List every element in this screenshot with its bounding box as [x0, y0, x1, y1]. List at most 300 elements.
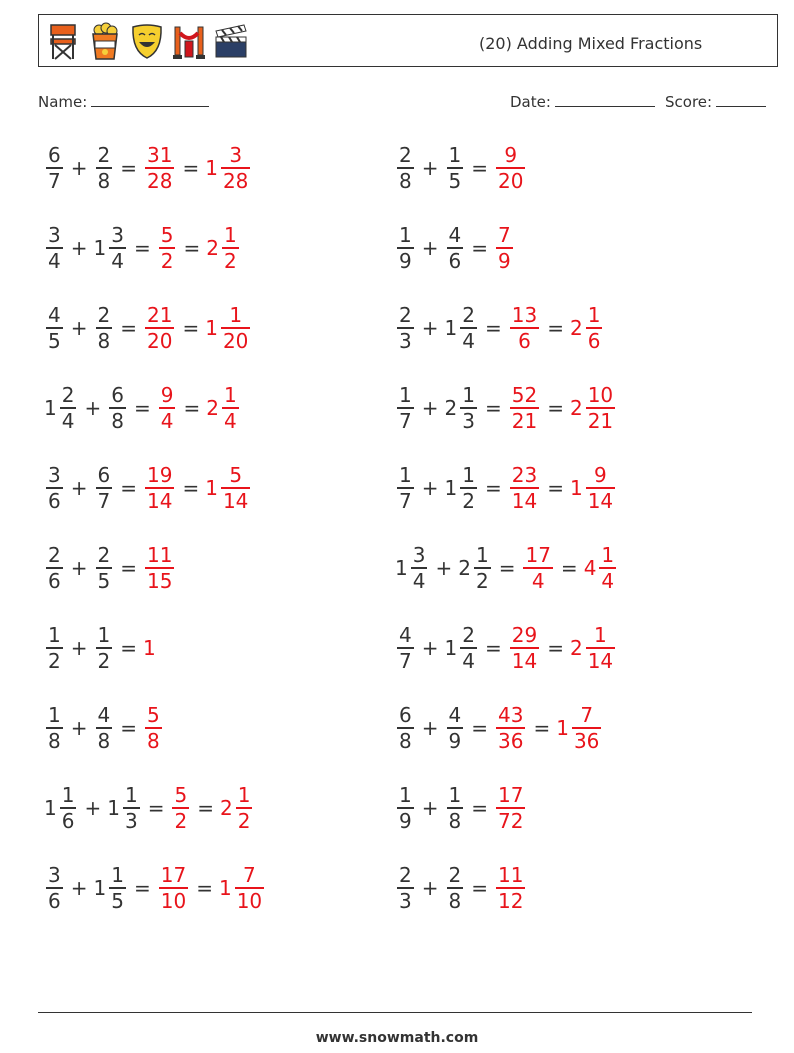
worksheet-header	[38, 14, 778, 67]
equals-sign: =	[547, 396, 564, 420]
problem-item	[395, 138, 527, 198]
equals-sign: =	[120, 316, 137, 340]
plus-sign: +	[70, 636, 88, 660]
theater-mask-icon	[129, 21, 165, 61]
whole-number: 2	[569, 636, 583, 660]
denominator: 7	[48, 168, 61, 193]
numerator: 4	[448, 703, 462, 728]
denominator: 14	[587, 648, 614, 673]
whole-number: 1	[205, 476, 218, 500]
equals-sign: =	[197, 796, 214, 820]
denominator: 6	[61, 808, 75, 833]
denominator: 21	[511, 408, 538, 433]
numerator: 1	[399, 383, 412, 408]
whole-number: 1	[444, 636, 458, 660]
equals-sign: =	[133, 876, 151, 900]
fraction	[46, 703, 63, 753]
numerator: 11	[147, 543, 173, 568]
equals-sign: =	[560, 556, 578, 580]
denominator: 6	[48, 568, 61, 593]
fraction	[460, 463, 477, 513]
denominator: 8	[399, 728, 412, 753]
numerator: 1	[462, 383, 475, 408]
numerator: 1	[61, 783, 75, 808]
numerator: 1	[448, 143, 462, 168]
numerator: 7	[243, 863, 256, 888]
footer-website: www.snowmath.com	[315, 1030, 479, 1046]
whole-number: 1	[569, 476, 583, 500]
denominator: 8	[399, 168, 412, 193]
answer	[508, 383, 541, 433]
answer	[570, 623, 617, 673]
fraction	[496, 863, 525, 913]
fraction	[599, 543, 616, 593]
equals-sign: =	[183, 236, 201, 260]
fraction	[235, 863, 264, 913]
equals-sign: =	[484, 316, 502, 340]
plus-sign: +	[421, 316, 439, 340]
denominator: 8	[111, 408, 124, 433]
fraction	[236, 783, 253, 833]
fraction	[145, 143, 174, 193]
answer	[494, 783, 527, 833]
fraction	[510, 383, 539, 433]
plus-sign: +	[421, 476, 439, 500]
equals-sign: =	[182, 156, 200, 180]
numerator: 4	[448, 223, 462, 248]
answer	[206, 383, 240, 433]
whole-number: 2	[458, 556, 471, 580]
numerator: 1	[475, 543, 489, 568]
answer	[205, 303, 252, 353]
denominator: 4	[48, 248, 61, 273]
whole-number: 1	[556, 716, 569, 740]
whole-number: 2	[569, 396, 583, 420]
equals-sign: =	[133, 396, 151, 420]
numerator: 9	[504, 143, 518, 168]
problem-item	[44, 458, 252, 518]
numerator: 21	[147, 303, 173, 328]
fraction	[397, 863, 414, 913]
equals-sign: =	[498, 556, 516, 580]
numerator: 10	[587, 383, 614, 408]
whole-number: 1	[44, 396, 57, 420]
denominator: 14	[222, 488, 249, 513]
fraction	[46, 463, 63, 513]
denominator: 2	[97, 648, 111, 673]
fraction	[447, 863, 464, 913]
fraction	[411, 543, 428, 593]
numerator: 17	[498, 783, 524, 808]
plus-sign: +	[421, 396, 439, 420]
problem-item	[395, 618, 617, 678]
answer	[494, 703, 527, 753]
equals-sign: =	[182, 316, 200, 340]
denominator: 4	[462, 648, 475, 673]
plus-sign: +	[70, 316, 88, 340]
numerator: 2	[462, 623, 475, 648]
problem-item	[44, 138, 252, 198]
answer	[570, 463, 617, 513]
fraction	[510, 463, 539, 513]
equals-sign: =	[547, 636, 564, 660]
fraction	[96, 303, 113, 353]
fraction	[496, 703, 525, 753]
fraction	[221, 463, 250, 513]
whole-number: 1	[93, 236, 107, 260]
denominator: 2	[174, 808, 188, 833]
numerator: 1	[399, 223, 412, 248]
denominator: 4	[601, 568, 615, 593]
fraction	[172, 783, 189, 833]
fraction	[145, 703, 162, 753]
equals-sign: =	[547, 476, 564, 500]
plus-sign: +	[421, 876, 439, 900]
problem-item	[395, 858, 527, 918]
name-field[interactable]	[38, 93, 209, 111]
denominator: 6	[518, 328, 531, 353]
fraction	[397, 463, 414, 513]
denominator: 15	[147, 568, 173, 593]
header-icons	[45, 21, 249, 61]
numerator: 5	[160, 223, 174, 248]
equals-sign: =	[196, 876, 213, 900]
denominator: 20	[147, 328, 173, 353]
numerator: 4	[399, 623, 412, 648]
whole-number: 2	[569, 316, 583, 340]
denominator: 7	[399, 408, 412, 433]
whole-number: 1	[107, 796, 120, 820]
numerator: 4	[48, 303, 61, 328]
whole-number: 2	[219, 796, 233, 820]
denominator: 28	[222, 168, 249, 193]
fraction	[397, 143, 414, 193]
denominator: 3	[399, 328, 412, 353]
denominator: 10	[160, 888, 187, 913]
problem-item	[44, 218, 241, 278]
fraction	[523, 543, 552, 593]
problem-item	[395, 218, 515, 278]
plus-sign: +	[70, 236, 88, 260]
numerator: 1	[237, 783, 251, 808]
fraction	[586, 303, 603, 353]
numerator: 2	[399, 143, 412, 168]
equals-sign: =	[120, 556, 137, 580]
numerator: 1	[587, 303, 601, 328]
answer	[570, 383, 617, 433]
denominator: 4	[462, 328, 475, 353]
fraction	[145, 303, 174, 353]
fraction	[96, 703, 113, 753]
fraction	[159, 223, 176, 273]
fraction	[96, 623, 113, 673]
date-label: Date:	[510, 93, 551, 111]
denominator: 20	[498, 168, 524, 193]
denominator: 4	[412, 568, 426, 593]
answer	[143, 463, 176, 513]
denominator: 8	[448, 808, 462, 833]
numerator: 4	[97, 703, 111, 728]
equals-sign: =	[471, 796, 488, 820]
problem-item	[395, 778, 527, 838]
numerator: 43	[498, 703, 524, 728]
numerator: 1	[594, 623, 607, 648]
whole-number: 1	[395, 556, 408, 580]
numerator: 6	[111, 383, 124, 408]
numerator: 31	[147, 143, 173, 168]
fraction	[586, 383, 615, 433]
fraction	[460, 303, 477, 353]
fraction	[222, 223, 239, 273]
numerator: 1	[399, 463, 412, 488]
equals-sign: =	[120, 716, 137, 740]
answer	[584, 543, 618, 593]
denominator: 14	[511, 648, 538, 673]
answer	[508, 303, 541, 353]
date-field[interactable]	[510, 93, 655, 111]
numerator: 7	[580, 703, 594, 728]
equals-sign: =	[120, 156, 137, 180]
problem-item	[44, 378, 241, 438]
whole-number: 1	[93, 876, 107, 900]
fraction	[510, 303, 539, 353]
equals-sign: =	[547, 316, 564, 340]
worksheet-title: (20) Adding Mixed Fractions	[479, 34, 703, 53]
fraction	[397, 703, 414, 753]
fraction	[46, 863, 63, 913]
score-field[interactable]	[665, 93, 766, 111]
denominator: 8	[48, 728, 61, 753]
denominator: 7	[399, 488, 412, 513]
denominator: 7	[399, 648, 412, 673]
answer	[205, 463, 252, 513]
whole-number: 1	[205, 156, 218, 180]
numerator: 11	[498, 863, 524, 888]
denominator: 2	[223, 248, 237, 273]
denominator: 2	[160, 248, 174, 273]
fraction	[572, 703, 601, 753]
fraction	[510, 623, 539, 673]
denominator: 8	[97, 328, 111, 353]
rope-barrier-icon	[171, 21, 207, 61]
plus-sign: +	[421, 796, 439, 820]
denominator: 36	[498, 728, 524, 753]
numerator: 17	[160, 863, 187, 888]
fraction	[221, 143, 250, 193]
fraction	[145, 463, 174, 513]
equals-sign: =	[471, 716, 488, 740]
equals-sign: =	[484, 396, 502, 420]
fraction	[46, 623, 63, 673]
numerator: 2	[61, 383, 75, 408]
denominator: 9	[399, 808, 412, 833]
answer	[157, 863, 190, 913]
fraction	[145, 543, 174, 593]
fraction	[460, 383, 477, 433]
numerator: 1	[223, 223, 237, 248]
numerator: 52	[511, 383, 538, 408]
whole-number: 1	[444, 316, 458, 340]
numerator: 9	[160, 383, 174, 408]
answer	[170, 783, 191, 833]
whole-number: 1	[205, 316, 218, 340]
numerator: 5	[229, 463, 243, 488]
denominator: 5	[48, 328, 61, 353]
fraction	[222, 383, 239, 433]
denominator: 4	[160, 408, 174, 433]
denominator: 6	[448, 248, 462, 273]
plus-sign: +	[70, 876, 88, 900]
numerator: 1	[124, 783, 138, 808]
problem-item	[44, 858, 266, 918]
denominator: 4	[111, 248, 124, 273]
answer	[556, 703, 603, 753]
footer-divider	[38, 1012, 752, 1013]
whole-number: 1	[218, 876, 232, 900]
fraction	[496, 143, 525, 193]
answer	[494, 143, 527, 193]
denominator: 2	[475, 568, 489, 593]
denominator: 14	[587, 488, 614, 513]
fraction	[46, 223, 63, 273]
name-label: Name:	[38, 93, 88, 111]
numerator: 13	[511, 303, 538, 328]
numerator: 29	[511, 623, 538, 648]
answer	[205, 143, 252, 193]
score-label: Score:	[665, 93, 713, 111]
equals-sign: =	[471, 156, 488, 180]
problem-item	[44, 538, 176, 598]
problem-item	[44, 618, 157, 678]
fraction	[60, 383, 77, 433]
fraction	[397, 223, 414, 273]
denominator: 8	[97, 168, 111, 193]
answer	[143, 543, 176, 593]
denominator: 6	[587, 328, 601, 353]
answer	[157, 223, 178, 273]
fraction	[447, 783, 464, 833]
numerator: 1	[399, 783, 412, 808]
numerator: 1	[111, 863, 124, 888]
fraction	[447, 703, 464, 753]
fraction	[397, 303, 414, 353]
numerator: 2	[97, 543, 111, 568]
problem-item	[44, 298, 252, 358]
whole-number: 2	[206, 396, 219, 420]
plus-sign: +	[84, 396, 102, 420]
plus-sign: +	[435, 556, 453, 580]
whole-number: 1	[444, 476, 458, 500]
denominator: 3	[399, 888, 412, 913]
denominator: 2	[237, 808, 251, 833]
clapperboard-icon	[213, 21, 249, 61]
equals-sign: =	[182, 476, 200, 500]
numerator: 6	[97, 463, 111, 488]
denominator: 3	[462, 408, 475, 433]
denominator: 8	[147, 728, 160, 753]
score-line	[716, 93, 766, 107]
equals-sign: =	[120, 476, 137, 500]
equals-sign: =	[484, 636, 502, 660]
plus-sign: +	[70, 556, 88, 580]
problem-item	[395, 378, 617, 438]
numerator: 1	[229, 303, 243, 328]
fraction	[221, 303, 250, 353]
fraction	[96, 143, 113, 193]
answer	[143, 303, 176, 353]
numerator: 5	[174, 783, 188, 808]
answer	[143, 703, 164, 753]
fraction	[60, 783, 77, 833]
fraction	[496, 223, 513, 273]
denominator: 72	[498, 808, 524, 833]
fraction	[397, 383, 414, 433]
denominator: 9	[448, 728, 462, 753]
denominator: 9	[498, 248, 511, 273]
denominator: 7	[97, 488, 111, 513]
problem-item	[44, 698, 164, 758]
plus-sign: +	[70, 156, 88, 180]
numerator: 3	[229, 143, 243, 168]
equals-sign: =	[147, 796, 165, 820]
answer	[220, 783, 254, 833]
numerator: 1	[97, 623, 111, 648]
whole-number: 1	[143, 636, 156, 660]
whole-number: 2	[444, 396, 458, 420]
fraction	[109, 863, 126, 913]
whole-number: 1	[44, 796, 57, 820]
numerator: 1	[601, 543, 615, 568]
denominator: 10	[236, 888, 263, 913]
numerator: 6	[48, 143, 61, 168]
answer	[521, 543, 554, 593]
numerator: 1	[448, 783, 462, 808]
numerator: 3	[412, 543, 426, 568]
numerator: 2	[48, 543, 61, 568]
fraction	[46, 543, 63, 593]
answer	[570, 303, 604, 353]
equals-sign: =	[484, 476, 502, 500]
date-line	[555, 93, 655, 107]
answer	[508, 623, 541, 673]
denominator: 2	[462, 488, 475, 513]
popcorn-icon	[87, 21, 123, 61]
answer	[494, 223, 515, 273]
answer	[206, 223, 240, 273]
denominator: 28	[147, 168, 173, 193]
problem-item	[395, 538, 618, 598]
fraction	[447, 223, 464, 273]
equals-sign: =	[183, 396, 201, 420]
numerator: 3	[111, 223, 124, 248]
denominator: 20	[222, 328, 249, 353]
fraction	[123, 783, 140, 833]
denominator: 4	[223, 408, 237, 433]
fraction	[586, 463, 615, 513]
answer	[143, 636, 157, 660]
fraction	[586, 623, 615, 673]
denominator: 14	[147, 488, 173, 513]
plus-sign: +	[421, 156, 439, 180]
numerator: 2	[97, 303, 111, 328]
whole-number: 4	[583, 556, 597, 580]
whole-number: 2	[206, 236, 219, 260]
answer	[494, 863, 527, 913]
fraction	[397, 783, 414, 833]
fraction	[96, 463, 113, 513]
denominator: 8	[448, 888, 462, 913]
numerator: 6	[399, 703, 412, 728]
